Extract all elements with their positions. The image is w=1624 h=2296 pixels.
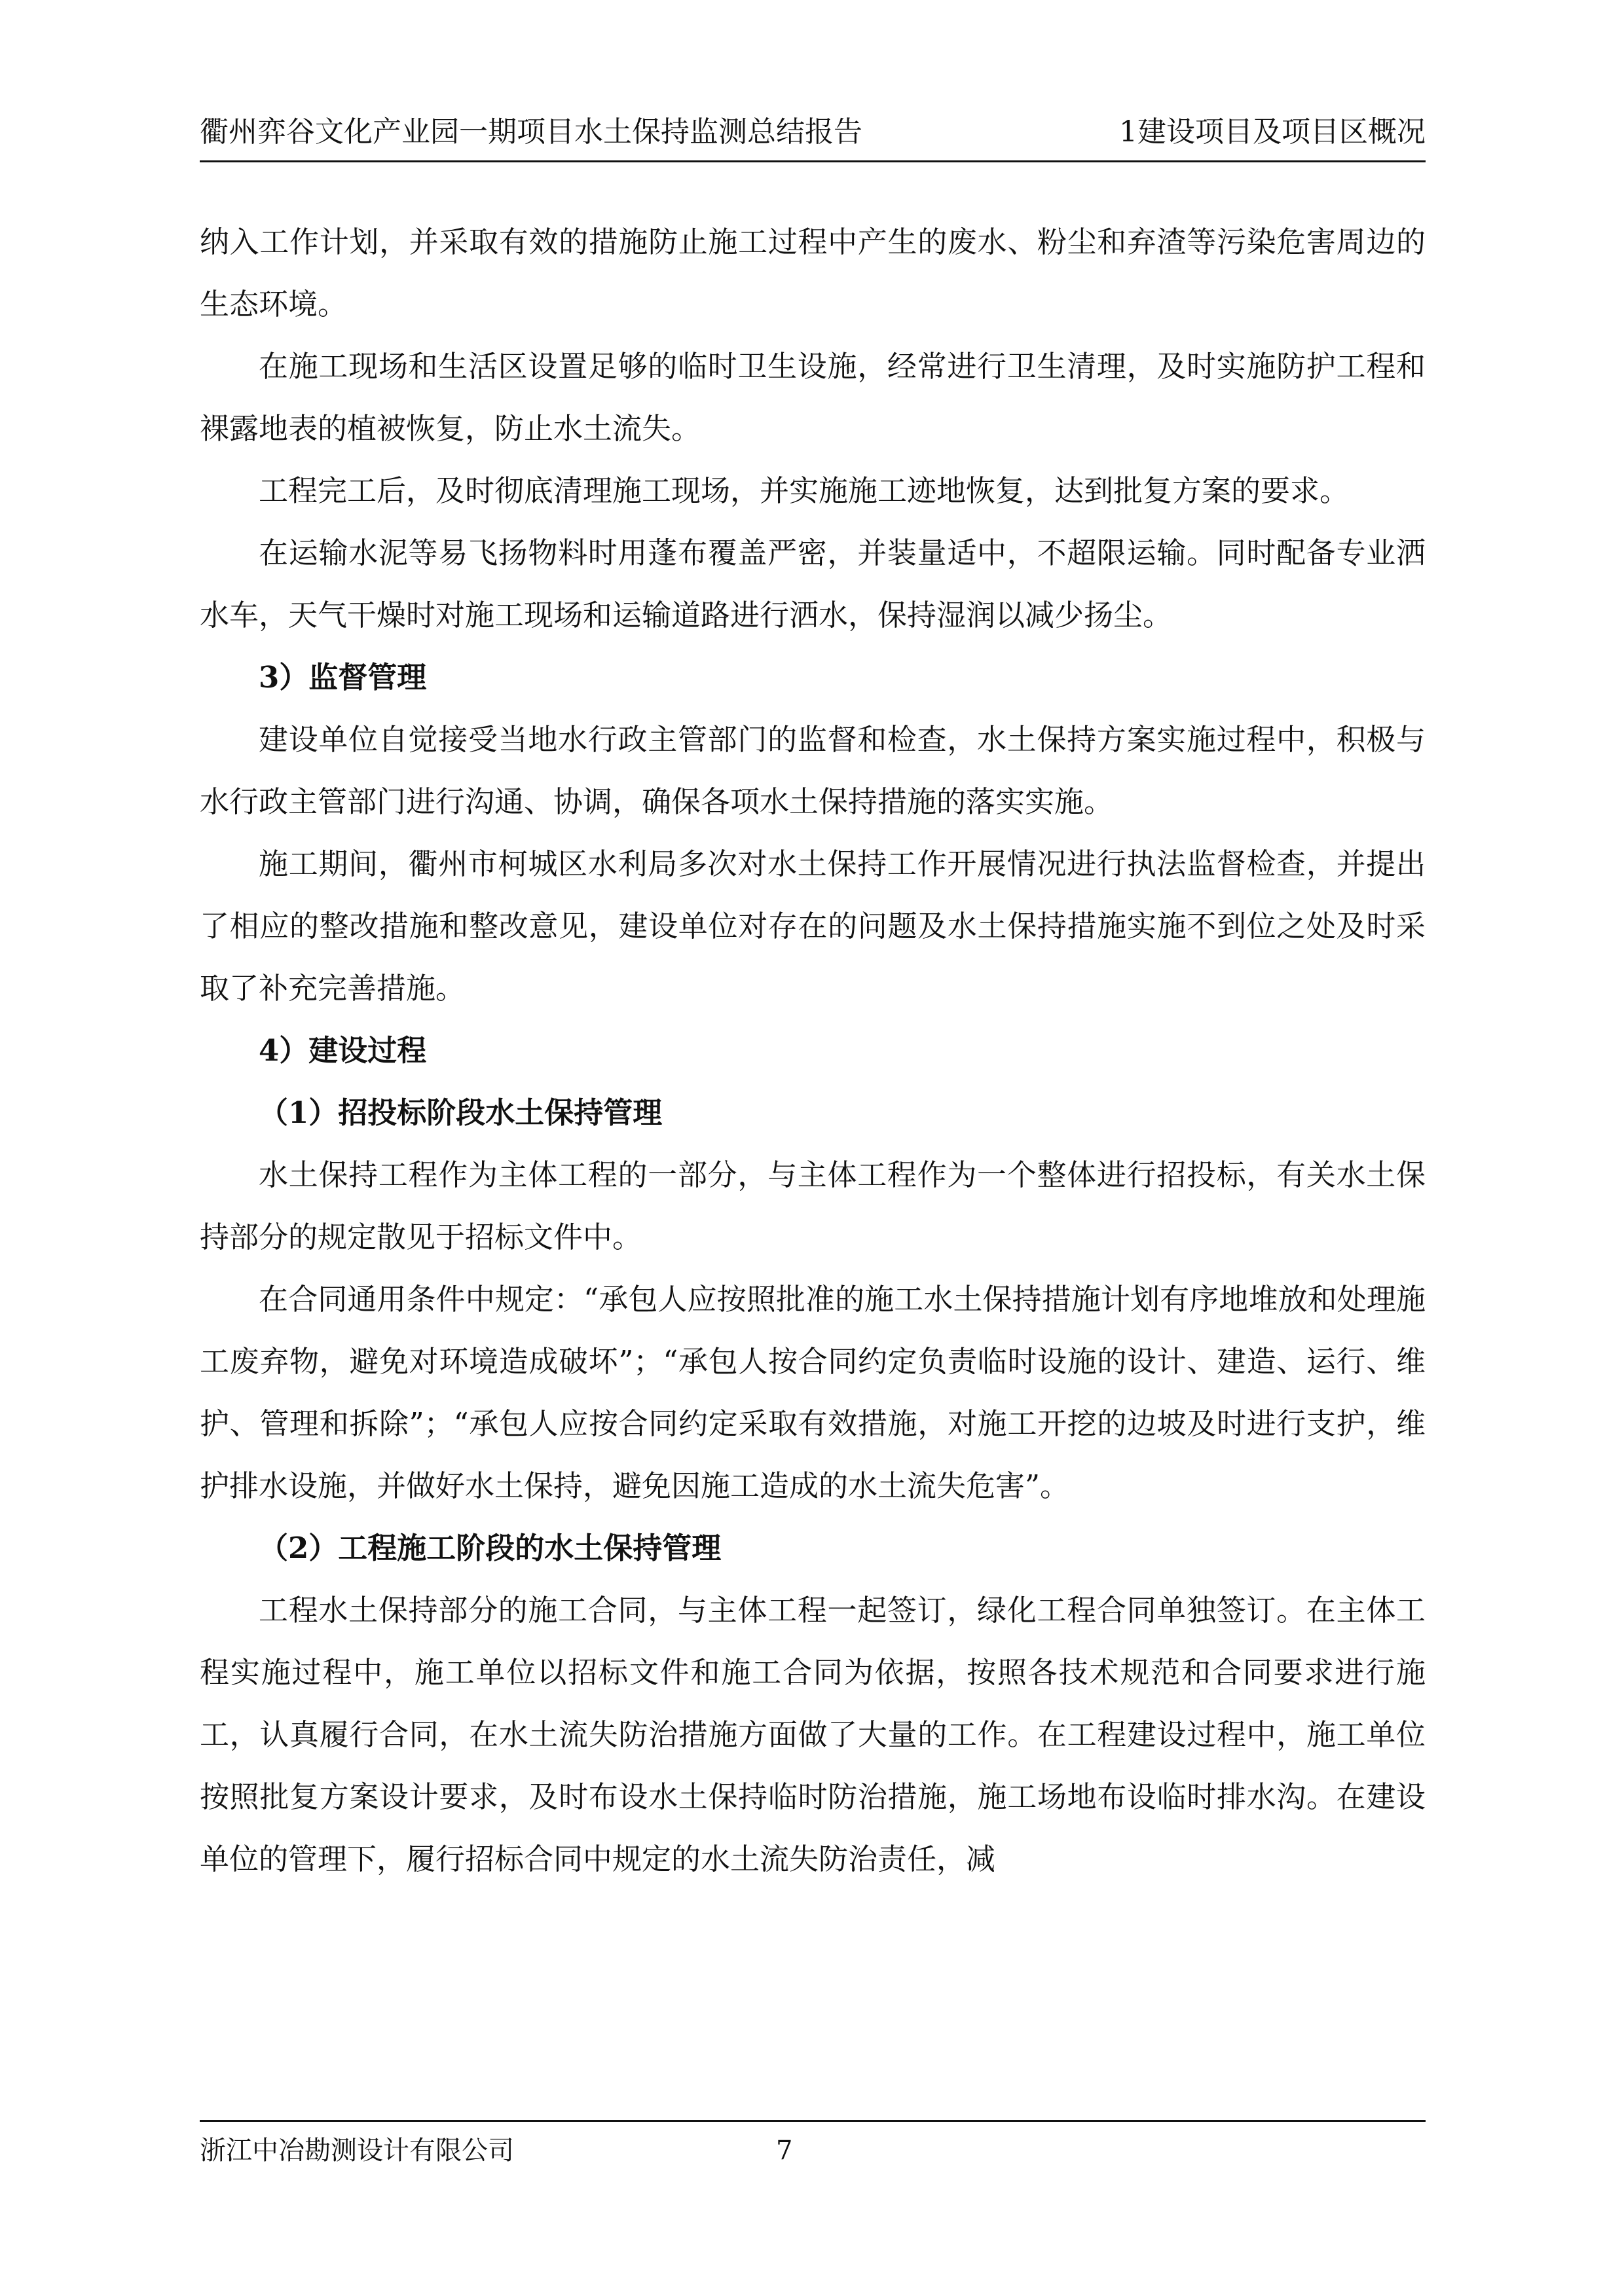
subsection-heading-bidding: （1）招投标阶段水土保持管理	[259, 1095, 663, 1130]
chapter-title: 1建设项目及项目区概况	[1119, 115, 1426, 149]
paragraph: 工程水土保持部分的施工合同，与主体工程一起签订，绿化工程合同单独签订。在主体工程实施过程中，施工单位以招标文件和施工合同为依据，按照各技术规范和合同要求进行施工，认真履行合同，在水土流失防治措施方面做了大量的工作。在工程建设过程中，施工单位按照批复方案设计要求，及时布设水土保持临时防治措施，施工场地布设临时排水沟。在建设单位的管理下，履行招标合同中规定的水土流失防治责任，减	[200, 1593, 1426, 1876]
paragraph: 建设单位自觉接受当地水行政主管部门的监督和检查，水土保持方案实施过程中，积极与水行政主管部门进行沟通、协调，确保各项水土保持措施的落实实施。	[200, 722, 1426, 819]
page-header	[200, 110, 1426, 162]
page-footer	[200, 2120, 1426, 2166]
document-body	[200, 211, 1426, 1890]
paragraph-continued: 纳入工作计划，并采取有效的措施防止施工过程中产生的废水、粉尘和弃渣等污染危害周边的生态环境。	[200, 225, 1426, 321]
report-title: 衢州弈谷文化产业园一期项目水土保持监测总结报告	[200, 115, 862, 149]
section-heading-supervision: 3）监督管理	[259, 660, 427, 695]
paragraph: 水土保持工程作为主体工程的一部分，与主体工程作为一个整体进行招投标，有关水土保持部分的规定散见于招标文件中。	[200, 1157, 1426, 1254]
paragraph: 在施工现场和生活区设置足够的临时卫生设施，经常进行卫生清理，及时实施防护工程和裸露地表的植被恢复，防止水土流失。	[200, 349, 1426, 446]
section-heading-construction: 4）建设过程	[259, 1033, 427, 1068]
company-name: 浙江中冶勘测设计有限公司	[200, 2136, 514, 2166]
subsection-heading-construction-stage: （2）工程施工阶段的水土保持管理	[259, 1531, 722, 1565]
paragraph: 在运输水泥等易飞扬物料时用蓬布覆盖严密，并装量适中，不超限运输。同时配备专业洒水车，天气干燥时对施工现场和运输道路进行洒水，保持湿润以减少扬尘。	[200, 536, 1426, 632]
page-number: 7	[776, 2136, 793, 2166]
paragraph: 工程完工后，及时彻底清理施工现场，并实施施工迹地恢复，达到批复方案的要求。	[259, 473, 1350, 508]
paragraph: 在合同通用条件中规定：“承包人应按照批准的施工水土保持措施计划有序地堆放和处理施工废弃物，避免对环境造成破坏”；“承包人按合同约定负责临时设施的设计、建造、运行、维护、管理和拆除”；“承包人应按合同约定采取有效措施，对施工开挖的边坡及时进行支护，维护排水设施，并做好水土保持，避免因施工造成的水土流失危害”。	[200, 1282, 1426, 1503]
paragraph: 施工期间，衢州市柯城区水利局多次对水土保持工作开展情况进行执法监督检查，并提出了相应的整改措施和整改意见，建设单位对存在的问题及水土保持措施实施不到位之处及时采取了补充完善措施。	[200, 847, 1426, 1006]
